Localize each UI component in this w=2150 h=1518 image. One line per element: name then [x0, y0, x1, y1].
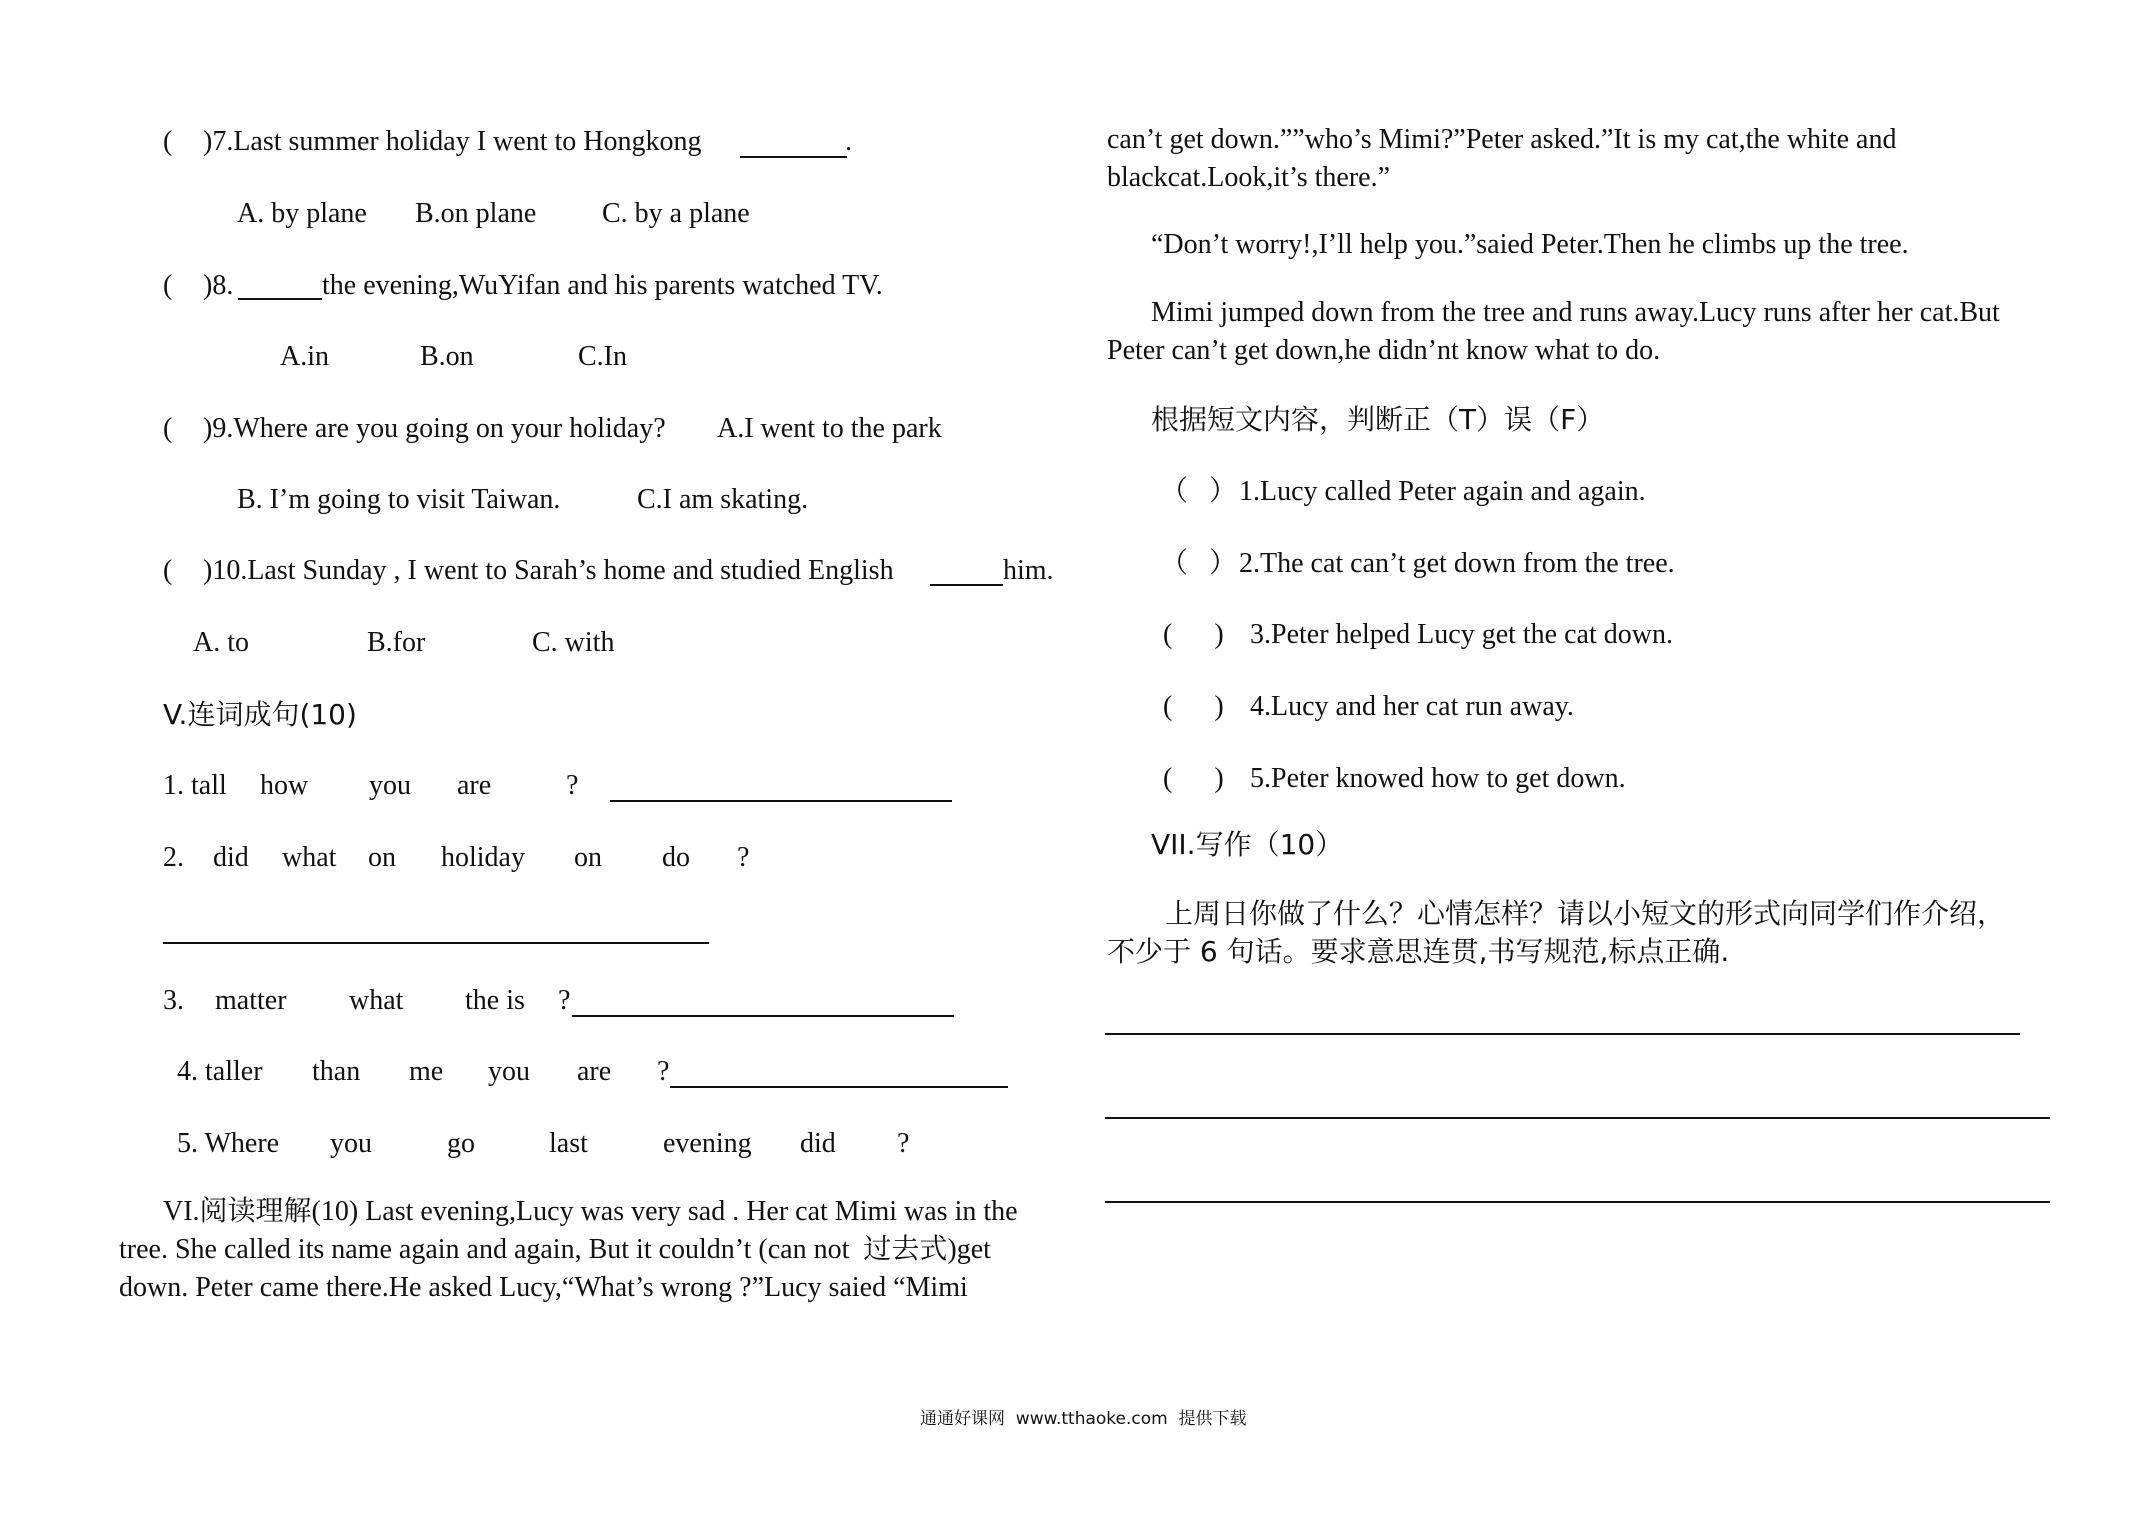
q10-text: )10.Last Sunday , I went to Sarah’s home and studied English [203, 555, 894, 586]
s2-word: ? [737, 842, 750, 873]
tf-statement: 3.Peter helped Lucy get the cat down. [1250, 619, 1673, 650]
s5-word: go [447, 1128, 475, 1159]
s1-word: 1. tall [163, 770, 227, 801]
reading-para1-line2: blackcat.Look,it’s there.” [1107, 162, 1390, 193]
s2-word: on [574, 842, 602, 873]
s2-word: do [662, 842, 690, 873]
tf-statement: 2.The cat can’t get down from the tree. [1239, 548, 1675, 579]
q9-option-b[interactable]: B. I’m going to visit Taiwan. [237, 484, 561, 515]
s2-answer-line[interactable] [163, 942, 709, 944]
s2-word: holiday [441, 842, 525, 873]
s1-word: how [260, 770, 309, 801]
writing-prompt-line2: 不少于 6 句话。要求意思连贯,书写规范,标点正确. [1107, 935, 1730, 968]
writing-prompt-line1: 上周日你做了什么？心情怎样？请以小短文的形式向同学们作介绍， [1165, 897, 2006, 930]
s5-word: you [330, 1128, 372, 1159]
section6-line3: down. Peter came there.He asked Lucy,“What’s wrong ?”Lucy saied “Mimi [119, 1272, 968, 1303]
s2-word: on [368, 842, 396, 873]
writing-answer-line[interactable] [1105, 1201, 2050, 1203]
tf-title: 根据短文内容，判断正（T）误（F） [1151, 403, 1605, 436]
q8-option-a[interactable]: A.in [280, 341, 329, 372]
q7-end: . [845, 126, 852, 157]
q7-blank[interactable] [740, 156, 847, 158]
s2-word: 2. [163, 842, 184, 873]
footer-source: 通通好课网 www.tthaoke.com 提供下载 [920, 1409, 1247, 1429]
reading-para1-line1: can’t get down.””who’s Mimi?”Peter asked.”It is my cat,the white and [1107, 124, 1897, 155]
s3-word: ? [558, 985, 571, 1016]
q7-option-b[interactable]: B.on plane [415, 198, 537, 229]
q8-paren: ( [163, 270, 173, 301]
s5-word: 5. Where [177, 1128, 280, 1159]
s4-word: you [488, 1056, 530, 1087]
q8-text: the evening,WuYifan and his parents watched TV. [322, 270, 883, 301]
s4-word: than [312, 1056, 361, 1087]
q8-num: )8. [203, 270, 234, 301]
writing-answer-line[interactable] [1105, 1033, 2020, 1035]
s5-word: did [800, 1128, 836, 1159]
tf-statement: 4.Lucy and her cat run away. [1250, 691, 1574, 722]
q8-blank[interactable] [238, 298, 322, 300]
s5-word: ? [897, 1128, 910, 1159]
tf-paren[interactable]: ( ) [1163, 691, 1224, 722]
q8-option-b[interactable]: B.on [420, 341, 474, 372]
s4-word: 4. taller [177, 1056, 263, 1087]
s1-word: are [457, 770, 492, 801]
tf-paren[interactable]: ( ) [1163, 619, 1224, 650]
tf-paren[interactable]: ( ) [1163, 763, 1224, 794]
s5-word: evening [663, 1128, 752, 1159]
q10-option-a[interactable]: A. to [193, 627, 249, 658]
q10-paren: ( [163, 555, 173, 586]
q10-option-c[interactable]: C. with [532, 627, 615, 658]
q10-end: him. [1003, 555, 1054, 586]
s1-word: ? [566, 770, 579, 801]
q7-option-c[interactable]: C. by a plane [602, 198, 750, 229]
s4-word: ? [657, 1056, 670, 1087]
section6-line1: VI.阅读理解(10) Last evening,Lucy was very sad . Her cat Mimi was in the [163, 1196, 1018, 1227]
section6-line2: tree. She called its name again and again, But it couldn’t (can not 过去式)get [119, 1234, 991, 1265]
writing-answer-line[interactable] [1105, 1117, 2050, 1119]
q7-paren: ( [163, 126, 173, 157]
s3-word: matter [215, 985, 287, 1016]
writing-title: VII.写作（10） [1151, 828, 1344, 861]
s1-word: you [369, 770, 411, 801]
reading-para3-line1: Mimi jumped down from the tree and runs away.Lucy runs after her cat.But [1151, 297, 2000, 328]
q7-option-a[interactable]: A. by plane [237, 198, 367, 229]
q10-option-b[interactable]: B.for [367, 627, 426, 658]
tf-paren[interactable]: （ ） [1160, 548, 1238, 579]
s2-word: what [282, 842, 337, 873]
s3-word: what [349, 985, 404, 1016]
q10-blank[interactable] [930, 584, 1003, 586]
s4-word: are [577, 1056, 612, 1087]
reading-para3-line2: Peter can’t get down,he didn’nt know what to do. [1107, 335, 1661, 366]
s4-answer-line[interactable] [670, 1086, 1008, 1088]
s1-answer-line[interactable] [610, 800, 952, 802]
tf-statement: 5.Peter knowed how to get down. [1250, 763, 1626, 794]
s4-word: me [409, 1056, 444, 1087]
s3-word: 3. [163, 985, 184, 1016]
section5-title: V.连词成句(10) [163, 698, 357, 731]
q9-option-c[interactable]: C.I am skating. [637, 484, 809, 515]
q7-text: )7.Last summer holiday I went to Hongkong [203, 126, 702, 157]
q9-text: )9.Where are you going on your holiday? [203, 413, 666, 444]
tf-statement: 1.Lucy called Peter again and again. [1239, 476, 1646, 507]
s5-word: last [549, 1128, 588, 1159]
q9-paren: ( [163, 413, 173, 444]
q8-option-c[interactable]: C.In [578, 341, 627, 372]
reading-para2: “Don’t worry!,I’ll help you.”saied Peter.Then he climbs up the tree. [1151, 229, 1909, 260]
tf-paren[interactable]: （ ） [1160, 476, 1238, 507]
s3-answer-line[interactable] [572, 1015, 954, 1017]
q9-option-a[interactable]: A.I went to the park [717, 413, 942, 444]
s3-word: the is [465, 985, 525, 1016]
s2-word: did [213, 842, 249, 873]
